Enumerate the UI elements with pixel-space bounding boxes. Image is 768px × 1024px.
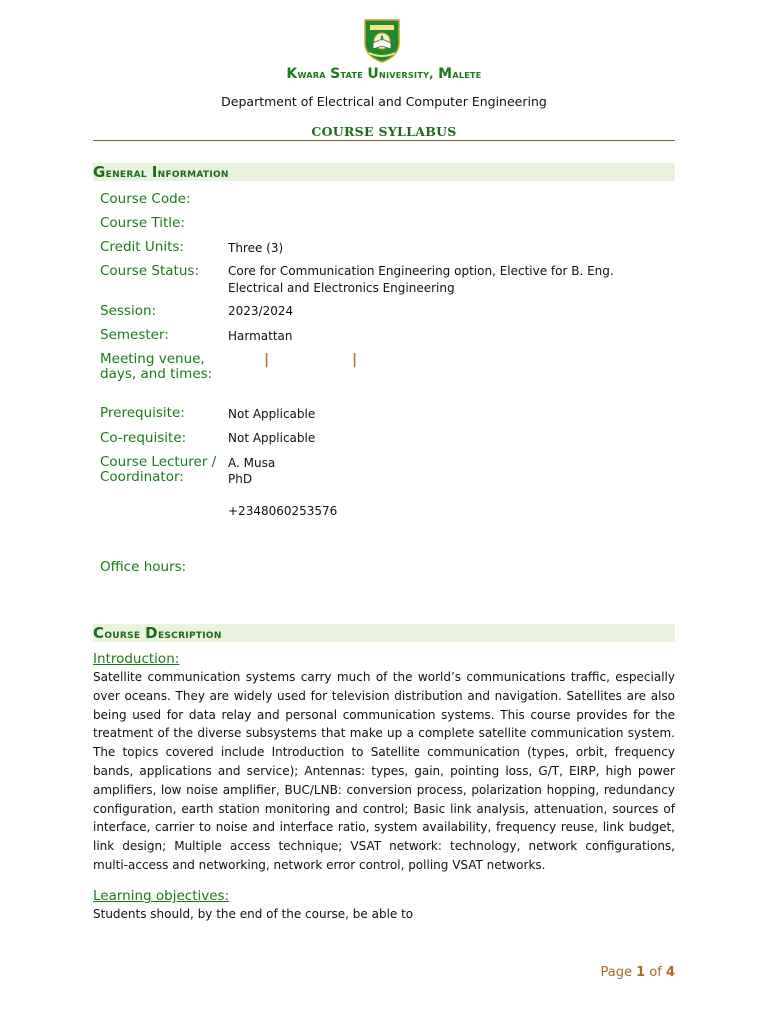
learning-objectives-heading: Learning objectives: <box>93 888 230 904</box>
introduction-paragraph: Satellite communication systems carry much of the world’s communications traffic, especially over oceans. They are widely used for television distribution and navigation. Satellites are also being used for data relay and personal communication systems. This course provides for the treatment of the diverse subsystems that make up a complete satellite communication system. The topics covered include Introduction to Satellite communication (types, orbit, frequency bands, applications and service); Antennas: types, gain, pointing loss, G/T, EIRP, high power amplifiers, low noise amplifier, BUC/LNB: conversion process, polarization hopping, redundancy configuration, earth station monitoring and control; Basic link analysis, attenuation, sources of interface, carrier to noise and interface ratio, system availability, frequency reuse, link budget, link design; Multiple access technique; VSAT network: technology, network configurations, multi-access and networking, network error control, polling VSAT networks. <box>93 670 675 872</box>
introduction-heading: Introduction: <box>93 651 180 667</box>
meeting-label: Meeting venue, days, and times: <box>100 351 213 382</box>
meeting-separator: | <box>264 352 270 368</box>
lecturer-phone: +2348060253576 <box>228 504 338 518</box>
course-status-label: Course Status: <box>100 263 199 279</box>
meeting-separator: | <box>352 352 358 368</box>
credit-units-value: Three (3) <box>228 241 284 255</box>
learning-objectives-text: Students should, by the end of the course, be able to <box>93 907 414 921</box>
course-code-label: Course Code: <box>100 191 191 207</box>
lecturer-name: A. Musa <box>228 456 276 470</box>
title-divider <box>93 140 675 141</box>
general-information-heading: General Information <box>93 163 675 181</box>
lecturer-degree: PhD <box>228 472 253 486</box>
page-number: Page 1 of 4 <box>600 965 675 980</box>
semester-value: Harmattan <box>228 329 293 343</box>
semester-label: Semester: <box>100 327 169 343</box>
university-name: Kwara State University, Malete <box>286 66 482 82</box>
prerequisite-label: Prerequisite: <box>100 405 185 421</box>
course-description-heading: Course Description <box>93 624 675 642</box>
lecturer-label: Course Lecturer / Coordinator: <box>100 454 217 485</box>
corequisite-value: Not Applicable <box>228 431 316 445</box>
document-title: COURSE SYLLABUS <box>311 124 457 139</box>
department-name: Department of Electrical and Computer Engineering <box>221 94 547 109</box>
office-hours-label: Office hours: <box>100 559 187 575</box>
course-status-value: Core for Communication Engineering option, Elective for B. Eng. Electrical and Electronics Engineering <box>228 264 614 295</box>
credit-units-label: Credit Units: <box>100 239 184 255</box>
university-crest-icon <box>361 17 403 63</box>
prerequisite-value: Not Applicable <box>228 407 316 421</box>
corequisite-label: Co-requisite: <box>100 430 187 446</box>
session-value: 2023/2024 <box>228 304 294 318</box>
course-title-label: Course Title: <box>100 215 185 231</box>
session-label: Session: <box>100 303 157 319</box>
